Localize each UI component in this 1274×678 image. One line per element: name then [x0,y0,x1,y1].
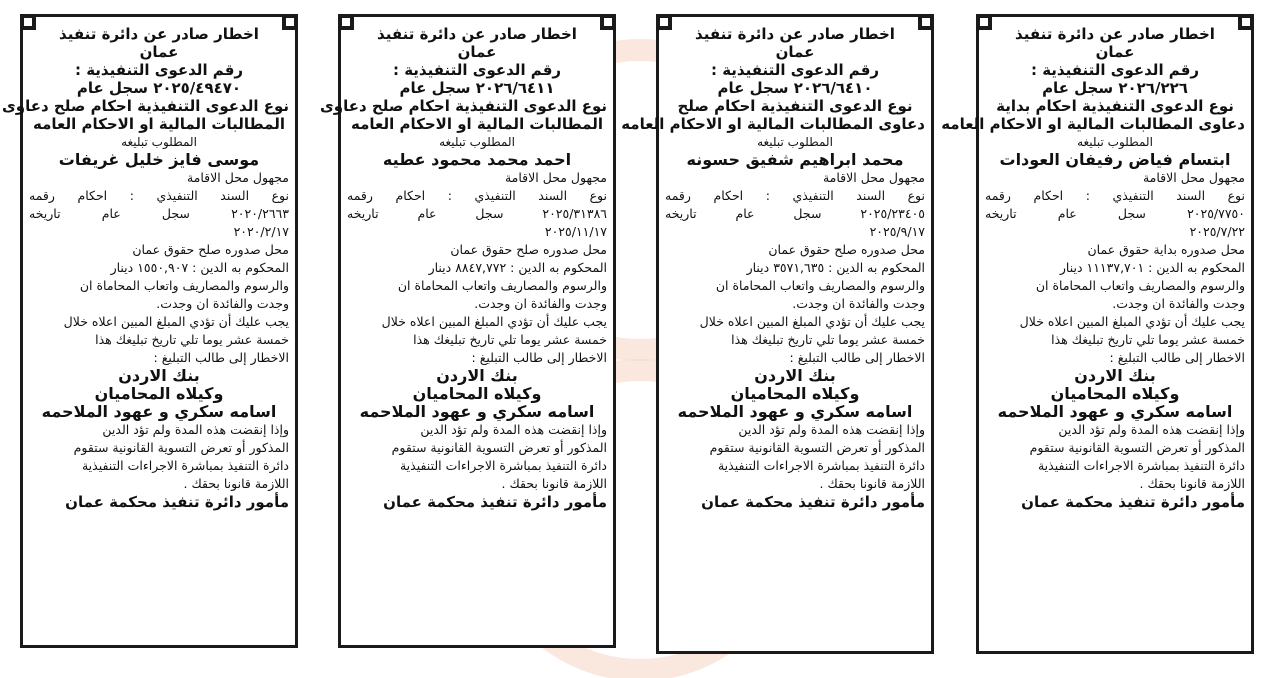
corner-ornament-right [600,14,616,30]
agents-label: وكيلاه المحاميان [412,384,542,403]
corner-ornament-left [338,14,354,30]
debt-amount: المحكوم به الدين : ١٥٥٠,٩٠٧ دينار [110,260,289,275]
payment-line: يجب عليك أن تؤدي المبلغ المبين اعلاه خلال [63,314,289,329]
document-line: ٢٠٢٥/٢٣٤٠٥ سجل عام تاريخه [665,206,925,221]
payment-line: الاخطار إلى طالب التبليغ : [789,350,925,365]
notice-heading-city: عمان [139,43,179,61]
case-type-line: نوع الدعوى التنفيذية احكام صلح [677,97,913,115]
address-status: مجهول محل الاقامة [504,170,607,185]
lawyers-names: اسامه سكري و عهود الملاحمه [41,402,277,421]
payment-line: الاخطار إلى طالب التبليغ : [1109,350,1245,365]
notify-label: المطلوب تبليغه [439,135,515,149]
fees-line: والرسوم والمصاريف واتعاب المحاماة ان [397,278,607,293]
debt-amount: المحكوم به الدين : ٨٨٤٧,٧٧٢ دينار [428,260,607,275]
notify-label: المطلوب تبليغه [1077,135,1153,149]
warning-line: وإذا إنقضت هذه المدة ولم تؤد الدين [420,422,607,437]
case-type-line: المطالبات المالية او الاحكام العامه [33,115,285,133]
fees-line: وجدت والفائدة ان وجدت. [792,296,925,311]
notify-label: المطلوب تبليغه [121,135,197,149]
creditor-name: بنك الاردن [436,366,518,385]
payment-line: خمسة عشر يوما تلي تاريخ تبليغك هذا [95,332,289,347]
debt-amount: المحكوم به الدين : ٣٥٧١,٦٣٥ دينار [746,260,925,275]
corner-ornament-left [20,14,36,30]
fees-line: والرسوم والمصاريف واتعاب المحاماة ان [715,278,925,293]
warning-line: وإذا إنقضت هذه المدة ولم تؤد الدين [102,422,289,437]
payment-line: خمسة عشر يوما تلي تاريخ تبليغك هذا [1051,332,1245,347]
address-status: مجهول محل الاقامة [1142,170,1245,185]
warning-line: وإذا إنقضت هذه المدة ولم تؤد الدين [738,422,925,437]
case-label: رقم الدعوى التنفيذية : [74,61,244,79]
creditor-name: بنك الاردن [754,366,836,385]
warning-line: دائرة التنفيذ بمباشرة الاجراءات التنفيذية [399,458,607,473]
warning-line: المذكور أو تعرض التسوية القانونية ستقوم [73,440,289,455]
notice-heading-city: عمان [457,43,497,61]
warning-line: المذكور أو تعرض التسوية القانونية ستقوم [709,440,925,455]
notice-card-1 [2,14,298,648]
person-name: احمد محمد محمود عطيه [382,150,572,169]
notice-heading: اخطار صادر عن دائرة تنفيذ [59,25,259,43]
lawyers-names: اسامه سكري و عهود الملاحمه [677,402,913,421]
payment-line: يجب عليك أن تؤدي المبلغ المبين اعلاه خلال [1019,314,1245,329]
case-number: ٢٠٢٥/٤٩٤٧٠ سجل عام [76,79,242,97]
notice-heading-city: عمان [1095,43,1135,61]
warning-line: اللازمة قانونا بحقك . [819,476,925,491]
document-line: نوع السند التنفيذي : احكام رقمه [985,188,1245,203]
warning-line: اللازمة قانونا بحقك . [501,476,607,491]
notice-heading: اخطار صادر عن دائرة تنفيذ [695,25,895,43]
case-number: ٢٠٢٦/٦٤١٠ سجل عام [717,79,873,97]
issuing-court: محل صدوره صلح حقوق عمان [132,242,289,257]
issuing-court: محل صدوره صلح حقوق عمان [768,242,925,257]
debt-amount: المحكوم به الدين : ١١١٣٧,٧٠١ دينار [1059,260,1245,275]
case-label: رقم الدعوى التنفيذية : [392,61,562,79]
payment-line: الاخطار إلى طالب التبليغ : [153,350,289,365]
case-type-line: نوع الدعوى التنفيذية احكام صلح دعاوى [2,97,289,115]
warning-line: دائرة التنفيذ بمباشرة الاجراءات التنفيذية [717,458,925,473]
document-line: نوع السند التنفيذي : احكام رقمه [347,188,607,203]
corner-ornament-right [1238,14,1254,30]
corner-ornament-left [656,14,672,30]
notice-heading: اخطار صادر عن دائرة تنفيذ [377,25,577,43]
person-name: محمد ابراهيم شفيق حسونه [686,150,904,169]
case-label: رقم الدعوى التنفيذية : [710,61,880,79]
signature: مأمور دائرة تنفيذ محكمة عمان [65,493,289,511]
fees-line: وجدت والفائدة ان وجدت. [474,296,607,311]
fees-line: وجدت والفائدة ان وجدت. [156,296,289,311]
notice-card-2 [320,14,616,648]
case-type-line: نوع الدعوى التنفيذية احكام بداية [996,97,1234,115]
document-line: نوع السند التنفيذي : احكام رقمه [665,188,925,203]
issuing-court: محل صدوره بداية حقوق عمان [1087,242,1245,257]
case-type-line: دعاوى المطالبات المالية او الاحكام العامه [621,115,925,133]
document-date: ٢٠٢٥/٩/١٧ [869,224,925,239]
document-date: ٢٠٢٥/٧/٢٢ [1189,224,1245,239]
warning-line: دائرة التنفيذ بمباشرة الاجراءات التنفيذية [81,458,289,473]
document-line: ٢٠٢٥/٧٧٥٠ سجل عام تاريخه [985,206,1245,221]
agents-label: وكيلاه المحاميان [730,384,860,403]
fees-line: والرسوم والمصاريف واتعاب المحاماة ان [79,278,289,293]
case-type-line: نوع الدعوى التنفيذية احكام صلح دعاوى [320,97,607,115]
notice-card-4 [941,14,1254,654]
case-type-line: المطالبات المالية او الاحكام العامه [351,115,603,133]
payment-line: الاخطار إلى طالب التبليغ : [471,350,607,365]
warning-line: المذكور أو تعرض التسوية القانونية ستقوم [1029,440,1245,455]
case-number: ٢٠٢٦/٦٤١١ سجل عام [399,79,555,97]
agents-label: وكيلاه المحاميان [94,384,224,403]
notice-heading: اخطار صادر عن دائرة تنفيذ [1015,25,1215,43]
payment-line: خمسة عشر يوما تلي تاريخ تبليغك هذا [731,332,925,347]
signature: مأمور دائرة تنفيذ محكمة عمان [1021,493,1245,511]
notice-card-3 [621,14,934,654]
agents-label: وكيلاه المحاميان [1050,384,1180,403]
case-label: رقم الدعوى التنفيذية : [1030,61,1200,79]
document-date: ٢٠٢٥/١١/١٧ [544,224,607,239]
payment-line: خمسة عشر يوما تلي تاريخ تبليغك هذا [413,332,607,347]
corner-ornament-right [918,14,934,30]
lawyers-names: اسامه سكري و عهود الملاحمه [997,402,1233,421]
case-number: ٢٠٢٦/٢٢٦ سجل عام [1042,79,1188,97]
notify-label: المطلوب تبليغه [757,135,833,149]
warning-line: اللازمة قانونا بحقك . [183,476,289,491]
document-line: ٢٠٢٠/٢٦٦٣ سجل عام تاريخه [29,206,289,221]
signature: مأمور دائرة تنفيذ محكمة عمان [383,493,607,511]
address-status: مجهول محل الاقامة [186,170,289,185]
lawyers-names: اسامه سكري و عهود الملاحمه [359,402,595,421]
creditor-name: بنك الاردن [118,366,200,385]
corner-ornament-left [976,14,992,30]
document-line: نوع السند التنفيذي : احكام رقمه [29,188,289,203]
warning-line: المذكور أو تعرض التسوية القانونية ستقوم [391,440,607,455]
fees-line: وجدت والفائدة ان وجدت. [1112,296,1245,311]
document-date: ٢٠٢٠/٢/١٧ [233,224,289,239]
creditor-name: بنك الاردن [1074,366,1156,385]
payment-line: يجب عليك أن تؤدي المبلغ المبين اعلاه خلال [381,314,607,329]
case-type-line: دعاوى المطالبات المالية او الاحكام العامه [941,115,1245,133]
document-line: ٢٠٢٥/٣١٣٨٦ سجل عام تاريخه [347,206,607,221]
issuing-court: محل صدوره صلح حقوق عمان [450,242,607,257]
warning-line: وإذا إنقضت هذه المدة ولم تؤد الدين [1058,422,1245,437]
person-name: موسى فايز خليل غريفات [58,150,260,169]
address-status: مجهول محل الاقامة [822,170,925,185]
signature: مأمور دائرة تنفيذ محكمة عمان [701,493,925,511]
payment-line: يجب عليك أن تؤدي المبلغ المبين اعلاه خلال [699,314,925,329]
person-name: ابتسام فياض رفيفان العودات [999,150,1231,169]
notice-heading-city: عمان [775,43,815,61]
warning-line: دائرة التنفيذ بمباشرة الاجراءات التنفيذية [1037,458,1245,473]
corner-ornament-right [282,14,298,30]
fees-line: والرسوم والمصاريف واتعاب المحاماة ان [1035,278,1245,293]
warning-line: اللازمة قانونا بحقك . [1139,476,1245,491]
